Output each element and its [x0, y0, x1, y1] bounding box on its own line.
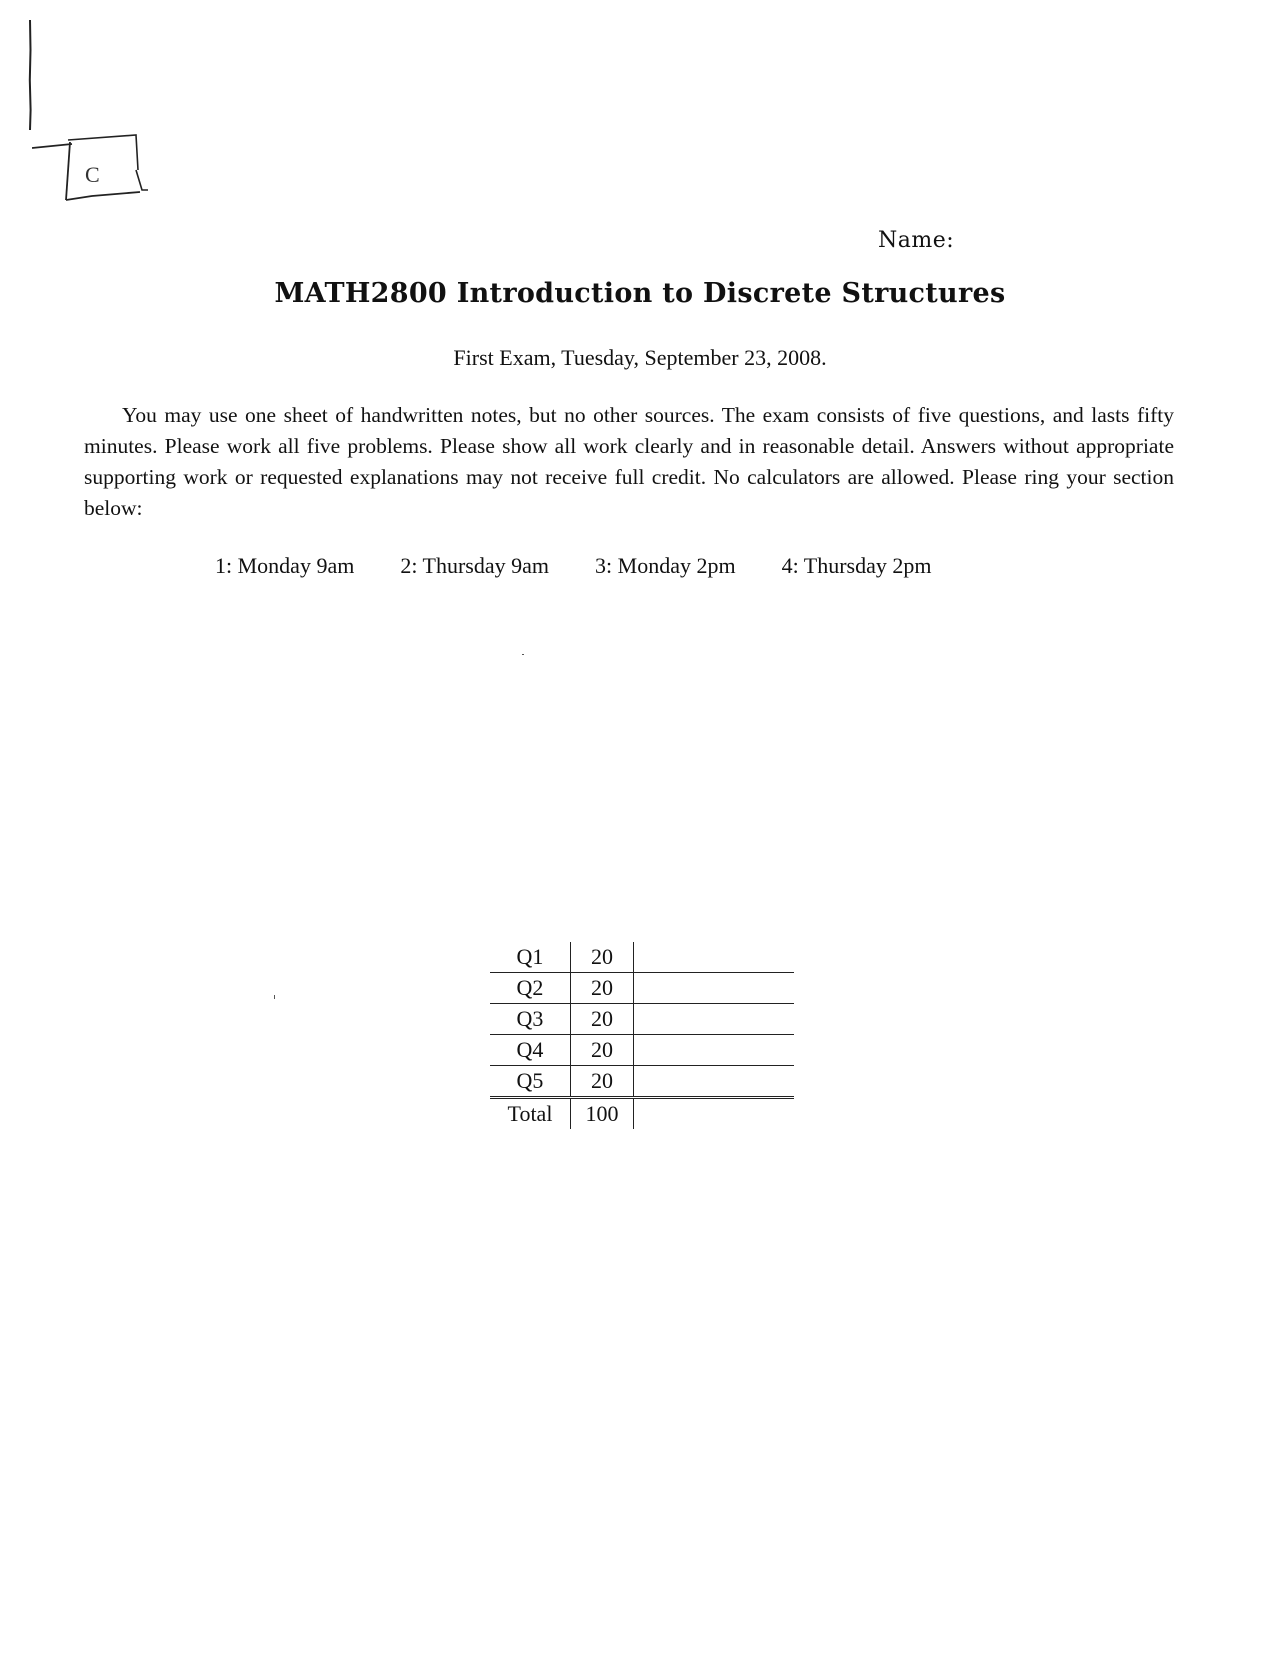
exam-instructions: You may use one sheet of handwritten notes, but no other sources. The exam consists of five questions, and lasts fifty minutes. Please work all five problems. Please show all work clearly and in reasonable detail. Answers without appropriate supporting work or requested explanations may not receive full credit. No calculators are allowed. Please ring your section below:	[84, 403, 1174, 520]
score-entry-cell[interactable]	[634, 942, 795, 973]
total-score-entry-cell[interactable]	[634, 1098, 795, 1130]
exam-subtitle: First Exam, Tuesday, September 23, 2008.	[453, 345, 827, 370]
question-points: 20	[571, 942, 634, 973]
score-entry-cell[interactable]	[634, 1035, 795, 1066]
name-label: Name:	[878, 228, 955, 253]
section-options	[215, 553, 1095, 579]
section-option-4[interactable]: 4: Thursday 2pm	[781, 553, 932, 578]
margin-pen-mark	[28, 20, 32, 130]
question-label: Q5	[490, 1066, 571, 1098]
table-row	[490, 1066, 794, 1098]
table-row	[490, 973, 794, 1004]
table-row	[490, 1035, 794, 1066]
section-option-1[interactable]: 1: Monday 9am	[215, 553, 355, 578]
section-option-3[interactable]: 3: Monday 2pm	[595, 553, 736, 578]
section-option-2[interactable]: 2: Thursday 9am	[400, 553, 550, 578]
scan-speck	[522, 654, 524, 655]
question-label: Q1	[490, 942, 571, 973]
scan-speck	[274, 995, 275, 999]
question-points: 20	[571, 1066, 634, 1098]
total-label: Total	[490, 1098, 571, 1130]
score-entry-cell[interactable]	[634, 1004, 795, 1035]
score-entry-cell[interactable]	[634, 1066, 795, 1098]
table-row	[490, 1004, 794, 1035]
score-table	[490, 942, 794, 1129]
question-points: 20	[571, 1035, 634, 1066]
question-label: Q3	[490, 1004, 571, 1035]
score-entry-cell[interactable]	[634, 973, 795, 1004]
page-title: MATH2800 Introduction to Discrete Structures	[274, 278, 1006, 309]
total-row	[490, 1098, 794, 1130]
question-points: 20	[571, 973, 634, 1004]
total-points: 100	[571, 1098, 634, 1130]
handwritten-box-letter: C	[85, 162, 100, 187]
table-row	[490, 942, 794, 973]
question-label: Q4	[490, 1035, 571, 1066]
question-points: 20	[571, 1004, 634, 1035]
question-label: Q2	[490, 973, 571, 1004]
